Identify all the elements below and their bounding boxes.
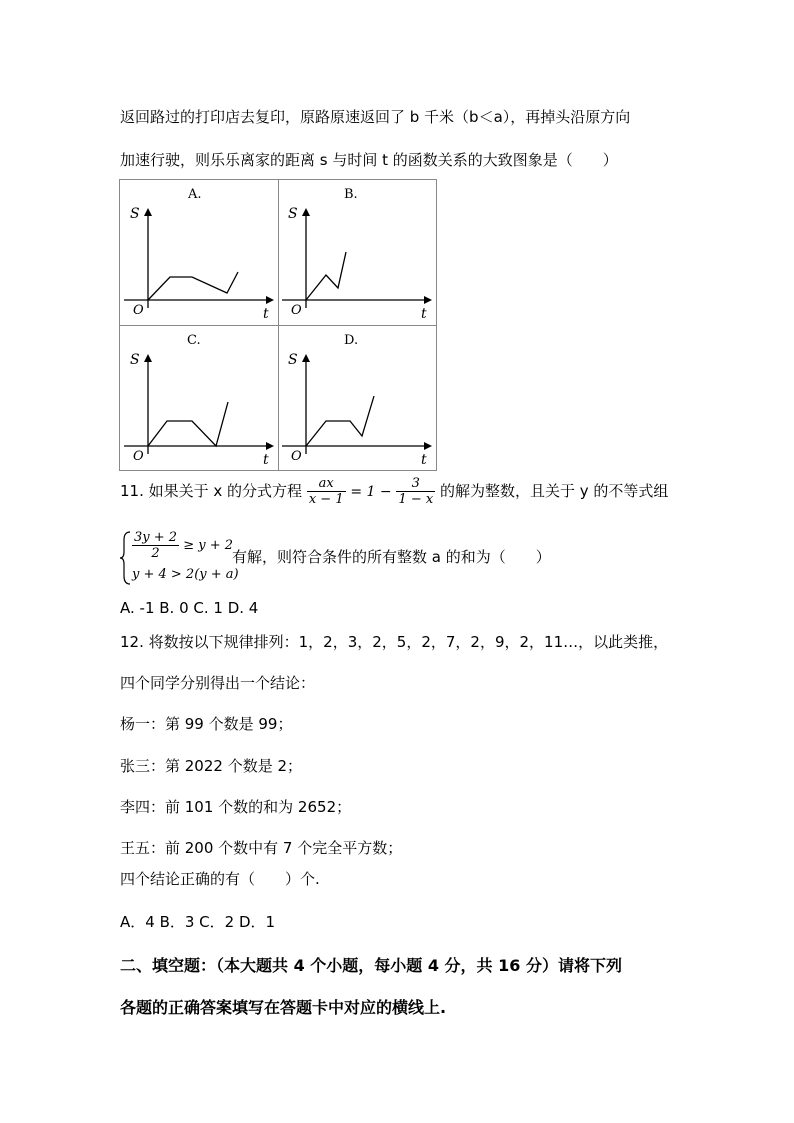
q12-text-line1: 12. 将数按以下规律排列：1，2，3，2，5，2，7，2，9，2，11…，以此类推， (120, 633, 669, 651)
q12-conclusion-4: 王五：前 200 个数中有 7 个完全平方数； (120, 839, 403, 857)
fraction-denominator: 1 − x (398, 492, 434, 507)
option-d-graph (278, 326, 436, 471)
x-axis-label: t (421, 452, 427, 468)
ineq1-fraction (132, 530, 179, 561)
q11-suffix: 的解为整数，且关于 y 的不等式组 (439, 482, 669, 500)
fraction-denominator: x − 1 (308, 492, 344, 507)
q12-conclusion-3: 李四：前 101 个数的和为 2652； (120, 798, 352, 816)
q11-prefix: 11. 如果关于 x 的分式方程 (120, 482, 303, 500)
origin-label: O (133, 303, 144, 318)
option-label: C. (187, 333, 201, 348)
fraction-numerator: 3 (396, 476, 435, 492)
q12-conclusion-1: 杨一：第 99 个数是 99； (120, 715, 293, 733)
q12-text-line2: 四个同学分别得出一个结论： (120, 674, 316, 692)
graph-curve (306, 252, 346, 300)
option-label: D. (344, 333, 359, 348)
section2-heading-line2: 各题的正确答案填写在答题卡中对应的横线上. (120, 998, 447, 1017)
y-axis-label: S (130, 352, 140, 368)
brace-icon (120, 530, 132, 586)
q12-choices: A．4 B．3 C．2 D．1 (120, 913, 276, 931)
origin-label: O (291, 303, 302, 318)
x-axis-label: t (263, 306, 269, 322)
section2-heading-line1: 二、填空题：（本大题共 4 个小题，每小题 4 分，共 16 分）请将下列 (120, 956, 622, 975)
graph-curve (306, 396, 374, 446)
q10-text-line2: 加速行驶，则乐乐离家的距离 s 与时间 t 的函数关系的大致图象是（ ） (120, 151, 618, 169)
fraction-numerator: 3y + 2 (134, 530, 178, 545)
y-axis-label: S (288, 206, 298, 222)
q12-conclusion-2: 张三：第 2022 个数是 2； (120, 757, 303, 775)
option-b-graph (278, 180, 436, 326)
fraction-numerator: ax (307, 476, 346, 492)
q11-ineq-suffix: 有解，则符合条件的所有整数 a 的和为（ ） (232, 548, 551, 566)
origin-label: O (133, 449, 144, 464)
q10-graph-options (119, 179, 437, 471)
graph-curve (148, 272, 238, 300)
origin-label: O (291, 449, 302, 464)
ineq2: y + 4 > 2(y + a) (132, 567, 239, 582)
q11-eq-mid: = 1 − (350, 484, 392, 500)
q12-text-line3: 四个结论正确的有（ ）个. (120, 870, 320, 888)
option-c-graph (120, 326, 279, 471)
ineq1-rest: ≥ y + 2 (183, 538, 233, 553)
x-axis-label: t (421, 306, 427, 322)
option-label: B. (344, 187, 358, 202)
x-axis-label: t (263, 452, 269, 468)
option-label: A. (188, 187, 202, 202)
y-axis-label: S (288, 352, 298, 368)
y-axis-label: S (130, 206, 140, 222)
q11-eq-rhs-fraction (396, 476, 435, 507)
q11-text-line1 (120, 476, 668, 507)
q11-eq-lhs-fraction (307, 476, 346, 507)
q11-choices: A. -1 B. 0 C. 1 D. 4 (120, 599, 259, 617)
option-a-graph (120, 180, 279, 326)
q10-text-line1: 返回路过的打印店去复印，原路原速返回了 b 千米（b＜a），再掉头沿原方向 (120, 108, 631, 126)
graph-curve (148, 402, 228, 446)
fraction-denominator: 2 (151, 546, 160, 561)
